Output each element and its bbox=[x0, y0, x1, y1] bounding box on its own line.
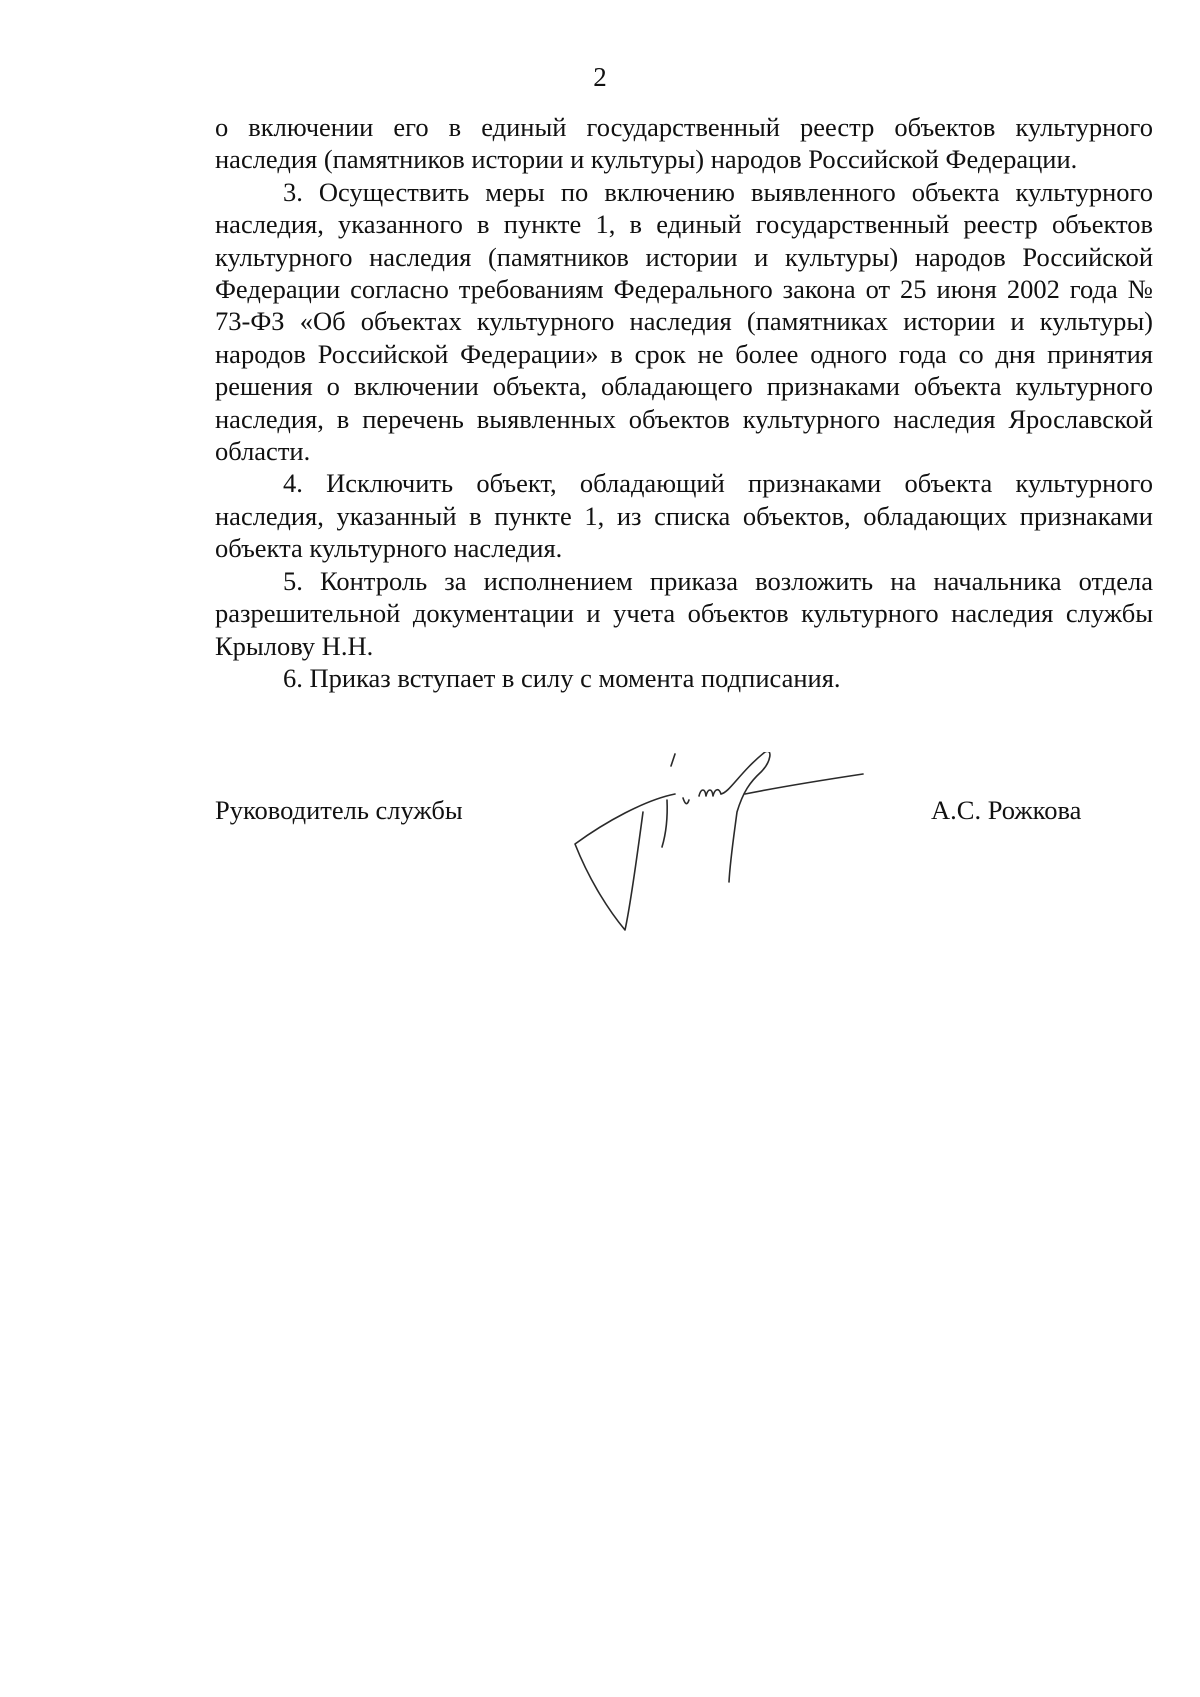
document-body bbox=[215, 111, 1153, 694]
paragraph-continuation: о включении его в единый государственный реестр объектов культурного наследия (памятников истории и культуры) народов Российской Федерации. bbox=[215, 112, 1153, 175]
signatory-name: А.С. Рожкова bbox=[931, 795, 1082, 825]
signatory-title: Руководитель службы bbox=[215, 795, 463, 825]
paragraph-item-6: 6. Приказ вступает в силу с момента подписания. bbox=[283, 662, 841, 693]
handwritten-signature bbox=[565, 752, 875, 932]
paragraph-item-3: 3. Осуществить меры по включению выявленного объекта культурного наследия, указанного в пункте 1, в единый государственный реестр объектов культурного наследия (памятников истории и культуры) народов Российской Федерации согласно требованиям Федерального закона от 25 июня 2002 года № 73-ФЗ «Об объектах культурного наследия (памятниках истории и культуры) народов Российской Федерации» в срок не более одного года со дня принятия решения о включении объекта, обладающего признаками объекта культурного наследия, в перечень выявленных объектов культурного наследия Ярославской области. bbox=[215, 176, 1153, 467]
page-number: 2 bbox=[593, 62, 607, 92]
paragraph-item-4: 4. Исключить объект, обладающий признаками объекта культурного наследия, указанный в пункте 1, из списка объектов, обладающих признаками объекта культурного наследия. bbox=[215, 468, 1153, 564]
paragraph-item-5: 5. Контроль за исполнением приказа возложить на начальника отдела разрешительной документации и учета объектов культурного наследия службы Крылову Н.Н. bbox=[215, 565, 1153, 661]
